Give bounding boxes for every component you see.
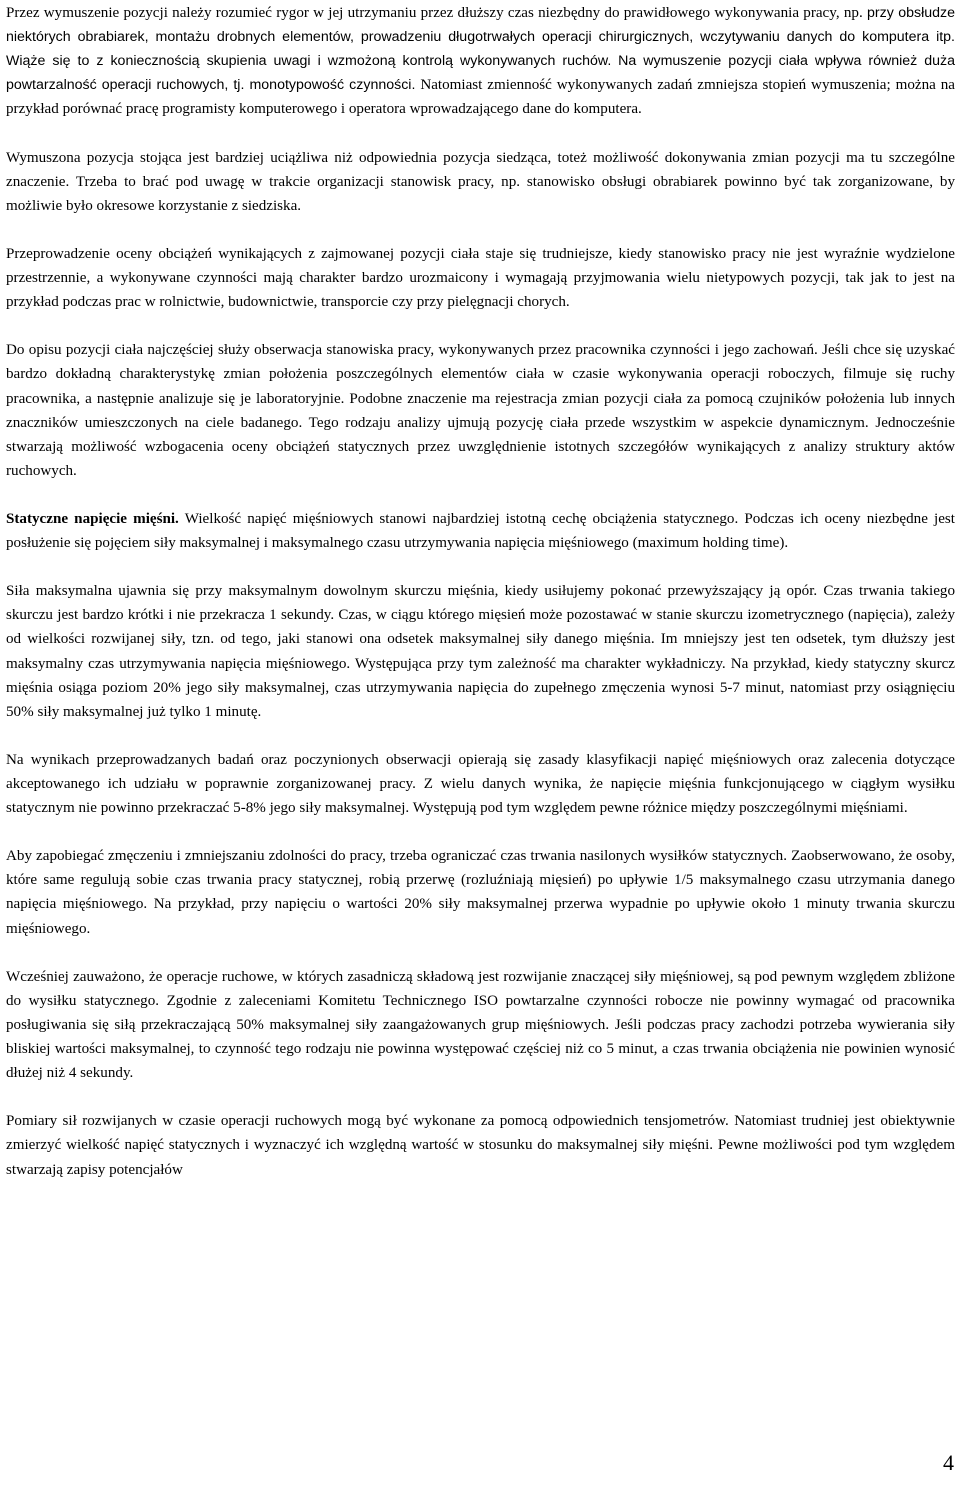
paragraph-body bbox=[6, 146, 955, 218]
text-run: Pomiary sił rozwijanych w czasie operacji ruchowych mogą być wykonane za pomocą odpowiednich tensjometrów. Natomiast trudniej jest obiektywnie zmierzyć wielkość napięć statycznych i wyznaczyć ich względną wartość w stosunku do maksymalnej siły mięśni. Pewne możliwości pod tym względem stwarzają zapisy potencjałów bbox=[6, 1113, 955, 1178]
text-run: Aby zapobiegać zmęczeniu i zmniejszaniu zdolności do pracy, trzeba ograniczać czas trwania nasilonych wysiłków statycznych. Zaobserwowano, że osoby, które same regulują sobie czas trwania pracy statycznej, robią przerwę (rozluźniają mięsień) po upływie 1/5 maksymalnego czasu utrzymania danego napięcia mięśniowego. Na przykład, przy napięciu o wartości 20% siły maksymalnej przerwa wypadnie po upływie około 1 minuty trwania skurczu mięśniowego. bbox=[6, 848, 955, 937]
paragraph-body bbox=[6, 1, 955, 121]
paragraph-body bbox=[6, 844, 955, 940]
text-run: Przeprowadzenie oceny obciążeń wynikających z zajmowanej pozycji ciała staje się trudniejsze, kiedy stanowisko pracy nie jest wyraźnie wydzielone przestrzennie, a wykonywane czynności mają charakter bardzo urozmaicony i wymagają przyjmowania wielu nietypowych pozycji, tak jak to jest na przykład podczas prac w rolnictwie, budownictwie, transporcie czy przy pielęgnacji chorych. bbox=[6, 245, 955, 311]
text-run-sans: przy obsłudze niektórych obrabiarek, montażu drobnych elementów, prowadzeniu długotrwałych operacji chirurgicznych, wczytywaniu danych do komputera itp. Wiąże się to z koniecznością skupienia uwagi i wzmożoną kontrolą wykonywanych ruchów. bbox=[6, 5, 955, 70]
text-run: Na wynikach przeprowadzanych badań oraz poczynionych obserwacji opierają się zasady klasyfikacji napięć mięśniowych oraz zalecenia dotyczące akceptowanego ich udziału w poprawnie zorganizowanej pracy. Z wielu danych wynika, że napięcie mięśnia funkcjonującego w ciągłym wysiłku statycznym nie powinno przekraczać 5-8% jego siły maksymalnej. Występują pod tym względem pewne różnice między poszczególnymi mięśniami. bbox=[6, 751, 955, 817]
text-run: Wcześniej zauważono, że operacje ruchowe, w których zasadniczą składową jest rozwijanie znaczącej siły mięśniowej, są pod pewnym względem zbliżone do wysiłku statycznego. Zgodnie z zaleceniami Komitetu Technicznego ISO powtarzalne czynności robocze nie powinny wymagać od pracownika posługiwania się siłą przekraczającą 50% maksymalnej siły zaangażowanych grup mięśniowych. Jeśli podczas pracy zachodzi potrzeba wywierania siły bliskiej wartości maksymalnej, to czynność tego rodzaju nie powinna występować częściej niż co 5 minut, a czas trwania obciążenia nie powinien wynosić dłużej niż 4 sekundy. bbox=[6, 968, 955, 1082]
text-run: Wielkość napięć mięśniowych stanowi najbardziej istotną cechę obciążenia statycznego. Podczas ich oceny niezbędne jest posłużenie się pojęciem siły maksymalnej i maksymalnego czasu utrzymywania napięcia mięśniowego (maximum holding time). bbox=[6, 510, 955, 552]
paragraph-body bbox=[6, 579, 955, 724]
text-run: Siła maksymalna ujawnia się przy maksymalnym dowolnym skurczu mięśnia, kiedy usiłujemy pokonać przewyższający ją opór. Czas trwania takiego skurczu jest bardzo krótki i nie przekracza 1 sekundy. Czas, w ciągu którego mięsień może pozostawać w stanie skurczu izometrycznego (napięcia), zależy od wielkości rozwijanej siły, tzn. od tego, jaki stanowi ona odsetek maksymalnej siły danego mięśnia. Im mniejszy jest ten odsetek, tym dłuższy jest maksymalny czas utrzymywania napięcia mięśniowego. Występująca przy tym zależność ma charakter wykładniczy. Na przykład, kiedy statyczny skurcz mięśnia osiąga poziom 20% jego siły maksymalnej, czas utrzymywania napięcia do zupełnego zmęczenia wynosi 5-7 minut, natomiast przy osiągnięciu 50% siły maksymalnej już tylko 1 minutę. bbox=[6, 583, 955, 720]
paragraph-body bbox=[6, 965, 955, 1085]
paragraph-body bbox=[6, 1109, 955, 1181]
text-run: Wymuszona pozycja stojąca jest bardziej uciążliwa niż odpowiednia pozycja siedząca, toteż możliwość dokonywania zmian pozycji ma tu szczególne znaczenie. Trzeba to brać pod uwagę w trakcie organizacji stanowisk pracy, np. stanowisko obsługi obrabiarek powinno być tak zorganizowane, by możliwie było okresowe korzystanie z siedziska. bbox=[6, 149, 955, 214]
paragraph-body bbox=[6, 338, 955, 483]
paragraph-body bbox=[6, 242, 955, 314]
paragraph-body bbox=[6, 507, 955, 555]
section-heading-inline: Statyczne napięcie mięśni. bbox=[6, 510, 179, 527]
text-run: Do opisu pozycji ciała najczęściej służy obserwacja stanowiska pracy, wykonywanych przez pracownika czynności i jego zachowań. Jeśli chce się uzyskać bardzo dokładną charakterystykę zmian położenia poszczególnych elementów ciała w czasie wykonywania operacji roboczych, filmuje się ruchy pracownika, a następnie analizuje się je laboratoryjnie. Podobne znaczenie ma rejestracja zmian pozycji ciała za pomocą czujników położenia lub innych znaczników umieszczonych na ciele badanego. Tego rodzaju analizy ujmują pozycję ciała przede wszystkim w aspekcie dynamicznym. Jednocześnie stwarzają możliwość wzbogacenia oceny obciążeń statycznych przez uwzględnienie istotnych szczegółów wynikających z analizy struktury aktów ruchowych. bbox=[6, 342, 955, 479]
text-run-sans: Na wymuszenie pozycji ciała wpływa również duża powtarzalność operacji ruchowych, tj. monotypowość czynności. bbox=[6, 53, 955, 94]
text-run: Przez wymuszenie pozycji należy rozumieć rygor w jej utrzymaniu przez dłuższy czas niezbędny do prawidłowego wykonywania pracy, np. bbox=[6, 5, 867, 21]
text-run: Natomiast zmienność wykonywanych zadań zmniejsza stopień wymuszenia; można na przykład porównać pracę programisty komputerowego i operatora wprowadzającego dane do komputera. bbox=[6, 77, 955, 118]
page-number: 4 bbox=[943, 1450, 954, 1475]
paragraph-body bbox=[6, 748, 955, 820]
